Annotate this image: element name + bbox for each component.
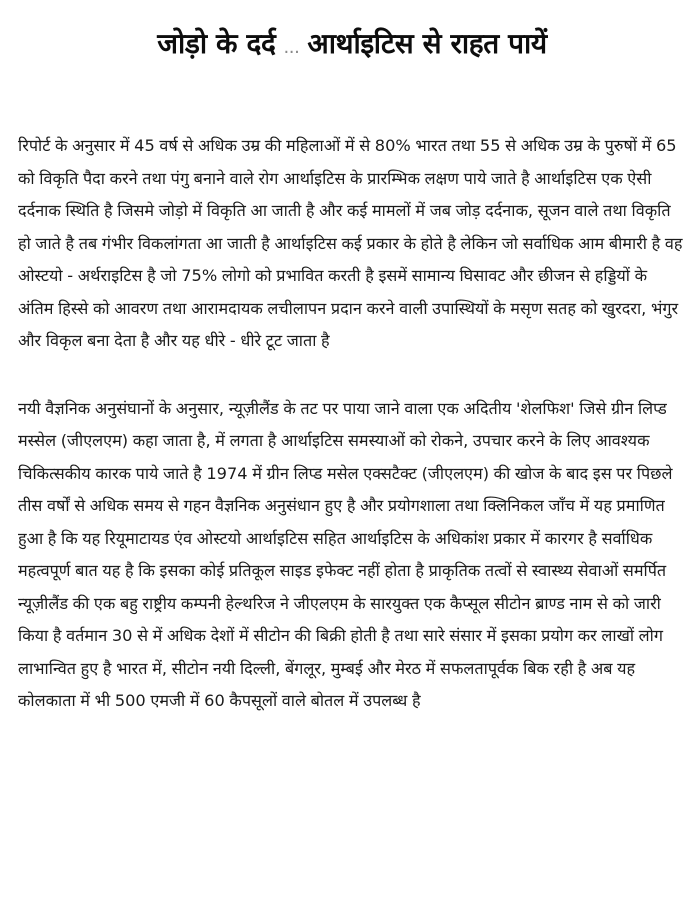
- article-paragraph-1: रिपोर्ट के अनुसार में 45 वर्ष से अधिक उम्र की महिलाओं में से 80% भारत तथा 55 से अधिक उम्र के पुरुषों में 65 को विकृति पैदा करने तथा पंगु बनाने वाले रोग आर्थाइटिस के प्रारम्भिक लक्षण पाये जाते है आर्थाइटिस एक ऐसी दर्दनाक स्थिति है जिसमे जोड़ो में विकृति आ जाती है और कई मामलों में जब जोड़ दर्दनाक, सूजन वाले तथा विकृति हो जाते है तब गंभीर विकलांगता आ जाती है आर्थाइटिस कई प्रकार के होते है लेकिन जो सर्वाधिक आम बीमारी है वह ओस्टयो - अर्थराइटिस है जो 75% लोगो को प्रभावित करती है इसमें सामान्य घिसावट और छीजन से हड्डियों के अंतिम हिस्से को आवरण तथा आरामदायक लचीलापन प्रदान करने वाली उपास्थियों के मसृण सतह को खुरदरा, भंगुर और विकृल बना देता है और यह धीरे - धीरे टूट जाता है: [18, 136, 683, 350]
- title-main: जोड़ो के दर्द: [157, 26, 276, 60]
- title-subtitle: आर्थाइटिस से राहत पायें: [307, 26, 547, 60]
- article-title: [157, 27, 546, 61]
- title-bar: [18, 0, 686, 60]
- article-paragraph-2: नयी वैज्ञनिक अनुसंघानों के अनुसार, न्यूज़ीलैंड के तट पर पाया जाने वाला एक अदितीय 'शेलफिश' जिसे ग्रीन लिप्ड मस्सेल (जीएलएम) कहा जाता है, में लगता है आर्थाइटिस समस्याओं को रोकने, उपचार करने के लिए आवश्यक चिकित्सकीय कारक पाये जाते है 1974 में ग्रीन लिप्ड मसेल एक्सटैक्ट (जीएलएम) की खोज के बाद इस पर पिछले तीस वर्षों से अधिक समय से गहन वैज्ञनिक अनुसंधान हुए है और प्रयोगशाला तथा क्लिनिकल जाँच में यह प्रमाणित हुआ है कि यह रियूमाटायड एंव ओस्टयो आर्थाइटिस सहित आर्थाइटिस के अधिकांश प्रकार में कारगर है सर्वाधिक महत्वपूर्ण बात यह है कि इसका कोई प्रतिकूल साइड इफेक्ट नहीं होता है प्राकृतिक तत्वों से स्वास्थ्य सेवाओं समर्पित न्यूज़ीलैंड की एक बहु राष्ट्रीय कम्पनी हेल्थरिज ने जीएलएम के सारयुक्त एक कैप्सूल सीटोन ब्राण्ड नाम से को जारी किया है वर्तमान 30 से में अधिक देशों में सीटोन की बिक्री होती है तथा सारे संसार में इसका प्रयोग कर लाखों लोग लाभान्वित हुए है भारत में, सीटोन नयी दिल्ली, बेंगलूर, मुम्बई और मेरठ में सफलतापूर्वक बिक रही है अब यह कोलकाता में भी 500 एमजी में 60 कैपसूलों वाले बोतल में उपलब्ध है: [18, 398, 673, 710]
- title-ellipsis: ...: [283, 36, 300, 58]
